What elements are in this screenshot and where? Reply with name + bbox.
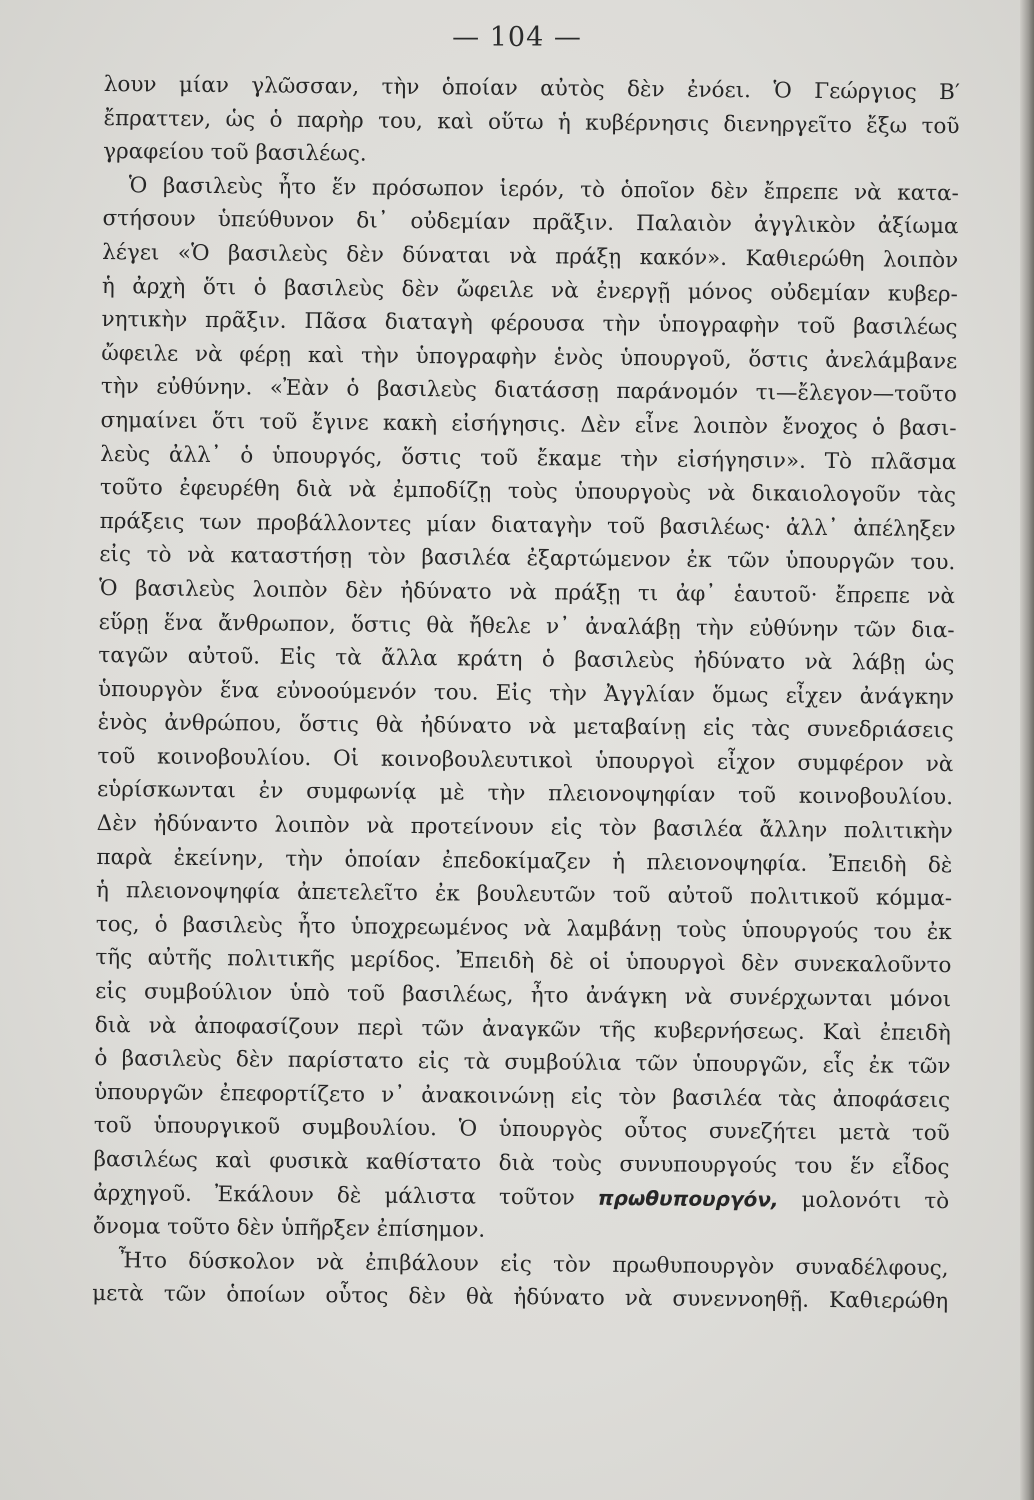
page-edge-shadow [1020,0,1034,1500]
page-number: — 104 — [452,22,582,53]
text-line: λουν μίαν γλῶσσαν, τὴν ὁποίαν αὐτὸς δὲν ἐνόει. Ὁ Γεώργιος Β′ [103,71,960,106]
text-line: ἑνὸς ἀνθρώπου, ὅστις θὰ ἠδύνατο νὰ μεταβαίνῃ εἰς τὰς συνεδριάσεις [97,710,954,744]
text-line: στήσουν ὑπεύθυνον δι᾽ οὐδεμίαν πρᾶξιν. Παλαιὸν ἀγγλικὸν ἀξίωμα [102,206,959,240]
text-line: βασιλέως καὶ φυσικὰ καθίστατο διὰ τοὺς συνυπουργούς του ἕν εἶδος [93,1146,950,1181]
text-line: λέγει «Ὁ βασιλεὺς δὲν δύναται νὰ πράξῃ κακόν». Καθιερώθη λοιπὸν [102,239,959,274]
text-line: ἡ πλειονοψηφία ἀπετελεῖτο ἐκ βουλευτῶν τοῦ αὐτοῦ πολιτικοῦ κόμμα- [95,878,953,912]
text-line: εἰς συμβούλιον ὑπὸ τοῦ βασιλέως, ἦτο ἀνάγκη νὰ συνέρχωνται μόνοι [95,978,952,1013]
text-line: νητικὴν πρᾶξιν. Πᾶσα διαταγὴ φέρουσα τὴν ὑπογραφὴν τοῦ βασιλέως [101,307,958,341]
text-line: σημαίνει ὅτι τοῦ ἔγινε κακὴ εἰσήγησις. Δὲν εἶνε λοιπὸν ἔνοχος ὁ βασι- [100,407,957,442]
text-line: τοῦ ὑπουργικοῦ συμβουλίου. Ὁ ὑπουργὸς οὗτος συνεζήτει μετὰ τοῦ [93,1113,950,1147]
text-line: εὕρῃ ἕνα ἄνθρωπον, ὅστις θὰ ἤθελε ν᾽ ἀναλάβῃ τὴν εὐθύνην τῶν δια- [98,609,955,643]
text-line: τος, ὁ βασιλεὺς ἦτο ὑποχρεωμένος νὰ λαμβάνῃ τοὺς ὑπουργούς του ἐκ [95,911,952,946]
text-line: ταγῶν αὐτοῦ. Εἰς τὰ ἄλλα κράτη ὁ βασιλεὺς ἠδύνατο νὰ λάβῃ ὡς [98,643,955,677]
text-line: μετὰ τῶν ὁποίων οὗτος δὲν θὰ ἠδύνατο νὰ συνεννοηθῇ. Καθιερώθη [92,1281,949,1315]
text-line: ὑπουργῶν ἐπεφορτίζετο ν᾽ ἀνακοινώνῃ εἰς τὸν βασιλέα τὰς ἀποφάσεις [94,1079,951,1113]
text-line: εὑρίσκωνται ἐν συμφωνίᾳ μὲ τὴν πλειονοψηφίαν τοῦ κοινοβουλίου. [96,777,954,811]
text-line: ἡ ἀρχὴ ὅτι ὁ βασιλεὺς δὲν ὤφειλε νὰ ἐνεργῇ μόνος οὐδεμίαν κυβερ- [101,273,958,307]
text-line: Ὁ βασιλεὺς λοιπὸν δὲν ἠδύνατο νὰ πράξῃ τι ἀφ᾽ ἑαυτοῦ· ἔπρεπε νὰ [98,575,956,610]
text-line: ὑπουργὸν ἕνα εὐνοούμενόν του. Εἰς τὴν Ἀγγλίαν ὅμως εἶχεν ἀνάγκην [97,676,955,710]
text-line: Ὁ βασιλεὺς ἦτο ἕν πρόσωπον ἱερόν, τὸ ὁποῖον δὲν ἔπρεπε νὰ κατα- [128,173,959,206]
text-line: διὰ νὰ ἀποφασίζουν περὶ τῶν ἀναγκῶν τῆς κυβερνήσεως. Καὶ ἐπειδὴ [94,1012,951,1046]
body-text [92,68,960,1319]
text-line: εἰς τὸ νὰ καταστήσῃ τὸν βασιλέα ἐξαρτώμενον ἐκ τῶν ὑπουργῶν του. [99,542,956,576]
text-line: γραφείου τοῦ βασιλέως. [103,139,367,167]
text-line: Ἦτο δύσκολον νὰ ἐπιβάλουν εἰς τὸν πρωθυπουργὸν συναδέλφους, [118,1247,949,1281]
text-line: ὄνομα τοῦτο δὲν ὑπῆρξεν ἐπίσημον. [92,1214,486,1243]
text-fragment: μολονότι τὸ [801,1187,950,1214]
text-line: τὴν εὐθύνην. «Ἐὰν ὁ βασιλεὺς διατάσσῃ παράνομόν τι—ἔλεγον—τοῦτο [100,374,958,408]
text-fragment: ἀρχηγοῦ. Ἐκάλουν δὲ μάλιστα τοῦτον [93,1180,575,1211]
emphasis-word: πρωθυπουργόν, [597,1185,779,1212]
text-line: ὤφειλε νὰ φέρῃ καὶ τὴν ὑπογραφὴν ἑνὸς ὑπουργοῦ, ὅστις ἀνελάμβανε [101,340,958,374]
text-line: τῆς αὐτῆς πολιτικῆς μερίδος. Ἐπειδὴ δὲ οἱ ὑπουργοὶ δὲν συνεκαλοῦντο [95,945,952,979]
text-line: παρὰ ἐκείνην, τὴν ὁποίαν ἐπεδοκίμαζεν ἡ πλειονοψηφία. Ἐπειδὴ δὲ [96,844,953,878]
text-line: ἔπραττεν, ὡς ὁ παρὴρ του, καὶ οὕτω ἡ κυβέρνησις διενηργεῖτο ἔξω τοῦ [103,105,960,139]
text-line: πράξεις των προβάλλοντες μίαν διαταγὴν τοῦ βασιλέως· ἀλλ᾽ ἀπέληξεν [99,508,956,542]
text-line: Δὲν ἠδύναντο λοιπὸν νὰ προτείνουν εἰς τὸν βασιλέα ἄλλην πολιτικὴν [96,811,953,845]
text-line: τοῦτο ἐφευρέθη διὰ νὰ ἐμποδίζῃ τοὺς ὑπουργοὺς νὰ δικαιολογοῦν τὰς [99,475,957,509]
text-line: τοῦ κοινοβουλίου. Οἱ κοινοβουλευτικοὶ ὑπουργοὶ εἶχον συμφέρον νὰ [97,743,954,778]
text-line: ὁ βασιλεὺς δὲν παρίστατο εἰς τὰ συμβούλια τῶν ὑπουργῶν, εἷς ἐκ τῶν [94,1046,951,1080]
text-line: λεὺς ἀλλ᾽ ὁ ὑπουργός, ὅστις τοῦ ἔκαμε τὴν εἰσήγησιν». Τὸ πλᾶσμα [100,441,957,475]
